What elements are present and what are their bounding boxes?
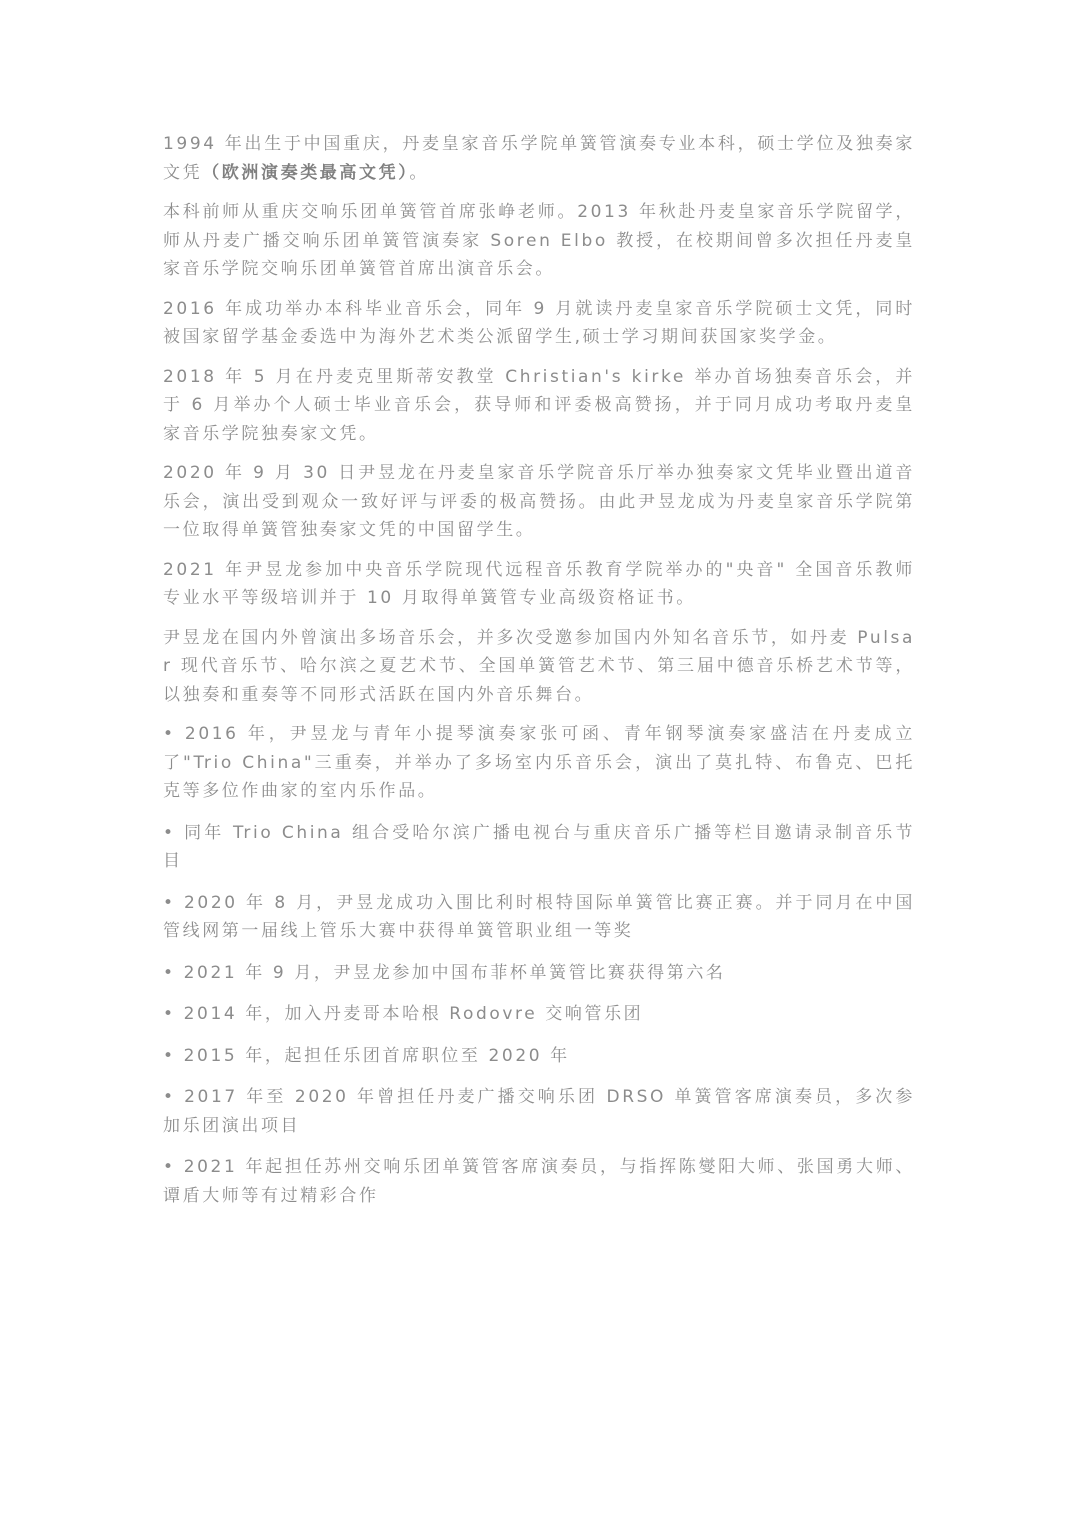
paragraph-2016: 2016 年成功举办本科毕业音乐会，同年 9 月就读丹麦皇家音乐学院硕士文凭，同时被国家留学基金委选中为海外艺术类公派留学生,硕士学习期间获国家奖学金。 xyxy=(163,298,915,347)
bullet-item: • 2020 年 8 月，尹昱龙成功入围比利时根特国际单簧管比赛正赛。并于同月在中国管线网第一届线上管乐大赛中获得单簧管职业组一等奖 xyxy=(163,892,915,941)
bullet-item: • 2021 年 9 月，尹昱龙参加中国布菲杯单簧管比赛获得第六名 xyxy=(163,962,726,983)
biography-text xyxy=(163,130,915,1223)
paragraph-intro xyxy=(163,130,915,187)
paragraph-2021: 2021 年尹昱龙参加中央音乐学院现代远程音乐教育学院举办的"央音" 全国音乐教师专业水平等级培训并于 10 月取得单簧管专业高级资格证书。 xyxy=(163,559,915,608)
intro-end: 。 xyxy=(409,162,429,183)
bullet-item: • 2015 年，起担任乐团首席职位至 2020 年 xyxy=(163,1045,570,1066)
bullet-item: • 2021 年起担任苏州交响乐团单簧管客席演奏员，与指挥陈燮阳大师、张国勇大师、谭盾大师等有过精彩合作 xyxy=(163,1157,915,1206)
highlight-text: （欧洲演奏类最高文凭） xyxy=(202,162,410,183)
paragraph-2018: 2018 年 5 月在丹麦克里斯蒂安教堂 Christian's kirke 举办首场独奏音乐会，并于 6 月举办个人硕士毕业音乐会，获导师和评委极高赞扬，并于同月成功考取丹麦皇家音乐学院独奏家文凭。 xyxy=(163,366,915,444)
intro-text: 1994 年出生于中国重庆，丹麦皇家音乐学院单簧管演奏专业本科，硕士学位及独奏家文凭 xyxy=(163,134,915,183)
bullet-item: • 2017 年至 2020 年曾担任丹麦广播交响乐团 DRSO 单簧管客席演奏员，多次参加乐团演出项目 xyxy=(163,1087,915,1136)
paragraph-performances: 尹昱龙在国内外曾演出多场音乐会，并多次受邀参加国内外知名音乐节，如丹麦 Pulsar 现代音乐节、哈尔滨之夏艺术节、全国单簧管艺术节、第三届中德音乐桥艺术节等，以独奏和重奏等不同形式活跃在国内外音乐舞台。 xyxy=(163,627,915,705)
bullet-item: • 同年 Trio China 组合受哈尔滨广播电视台与重庆音乐广播等栏目邀请录制音乐节目 xyxy=(163,822,915,871)
paragraph-2020: 2020 年 9 月 30 日尹昱龙在丹麦皇家音乐学院音乐厅举办独奏家文凭毕业暨出道音乐会，演出受到观众一致好评与评委的极高赞扬。由此尹昱龙成为丹麦皇家音乐学院第一位取得单簧管独奏家文凭的中国留学生。 xyxy=(163,463,915,540)
bullet-item: • 2016 年，尹昱龙与青年小提琴演奏家张可函、青年钢琴演奏家盛洁在丹麦成立了"Trio China"三重奏，并举办了多场室内乐音乐会，演出了莫扎特、布鲁克、巴托克等多位作曲家的室内乐作品。 xyxy=(163,724,915,801)
bullet-item: • 2014 年，加入丹麦哥本哈根 Rodovre 交响管乐团 xyxy=(163,1004,644,1024)
paragraph-study: 本科前师从重庆交响乐团单簧管首席张峥老师。2013 年秋赴丹麦皇家音乐学院留学，师从丹麦广播交响乐团单簧管演奏家 Soren Elbo 教授，在校期间曾多次担任丹麦皇家音乐学院交响乐团单簧管首席出演音乐会。 xyxy=(163,202,915,279)
